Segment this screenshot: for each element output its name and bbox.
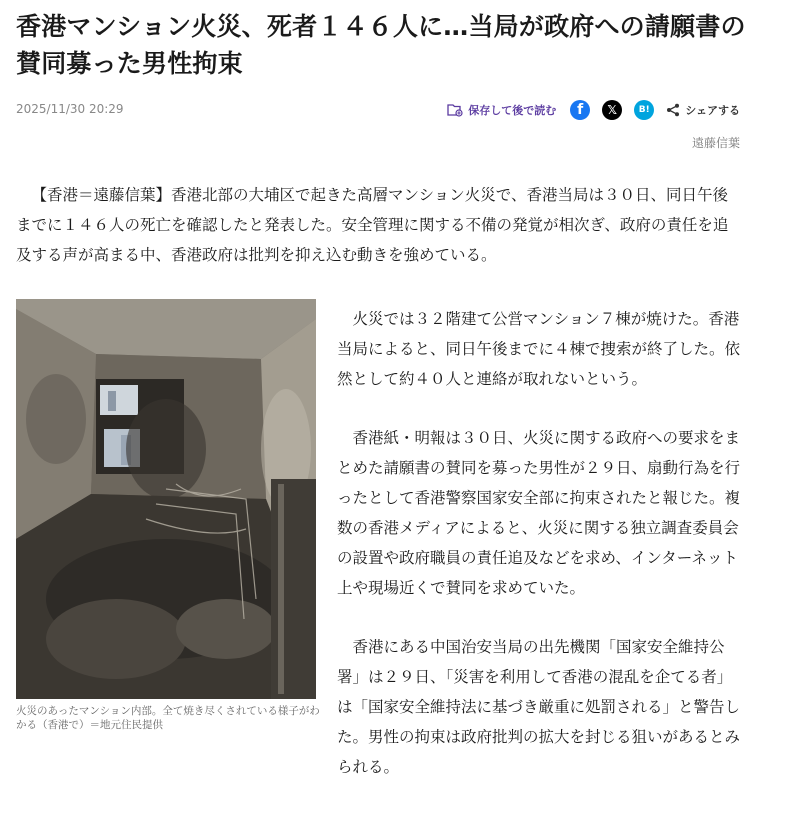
- lead-paragraph: 【香港＝遠藤信葉】香港北部の大埔区で起きた高層マンション火災で、香港当局は３０日、同日午後までに１４６人の死亡を確認したと発表した。安全管理に関する不備の発覚が相次ぎ、政府の責任を追及する声が高まる中、香港政府は批判を抑え込む動きを強めている。: [16, 186, 729, 264]
- save-for-later-label: 保存して後で読む: [468, 104, 557, 117]
- body-paragraph: 香港にある中国治安当局の出先機関「国家安全維持公署」は２９日、「災害を利用して香港の混乱を企てる者」は「国家安全維持法に基づき厳重に処罰される」と警告した。男性の拘束は政府批判の拡大を封じる狙いがあるとみられる。: [337, 638, 741, 776]
- social-toolbar: [447, 100, 740, 120]
- body-paragraph: 香港紙・明報は３０日、火災に関する政府への要求をまとめた請願書の賛同を募った男性が２９日、扇動行為を行ったとして香港警察国家安全部に拘束されたと報じた。複数の香港メディアによると、火災に関する独立調査委員会の設置や政府職員の責任追及などを求め、インターネット上や現場近くで賛同を求めていた。: [337, 429, 741, 597]
- x-share-button[interactable]: [602, 100, 622, 120]
- article-meta: [16, 100, 740, 120]
- burned-room-image: [16, 299, 316, 699]
- share-label: シェアする: [685, 104, 740, 117]
- share-button[interactable]: [666, 102, 740, 118]
- body-paragraph: 火災では３２階建て公営マンション７棟が焼けた。香港当局によると、同日午後までに４棟で捜索が終了した。依然として約４０人と連絡が取れないという。: [337, 310, 741, 388]
- article-body: [337, 304, 742, 811]
- share-icon: [666, 103, 680, 117]
- save-for-later-button[interactable]: [447, 102, 556, 118]
- hatena-bookmark-button[interactable]: [634, 100, 654, 120]
- facebook-share-button[interactable]: [570, 100, 590, 120]
- publish-date: 2025/11/30 20:29: [16, 102, 124, 116]
- article-photo: [16, 299, 316, 699]
- photo-caption: 火災のあったマンション内部。全て焼き尽くされている様子がわかる（香港で）＝地元住民提供: [16, 705, 320, 731]
- facebook-icon: f: [577, 102, 584, 118]
- x-icon: 𝕏: [607, 103, 618, 117]
- hatena-icon: B!: [638, 105, 650, 115]
- author-name: 遠藤信葉: [691, 136, 740, 150]
- article-title: 香港マンション火災、死者１４６人に…当局が政府への請願書の賛同募った男性拘束: [16, 12, 746, 78]
- save-for-later-icon: [447, 103, 463, 117]
